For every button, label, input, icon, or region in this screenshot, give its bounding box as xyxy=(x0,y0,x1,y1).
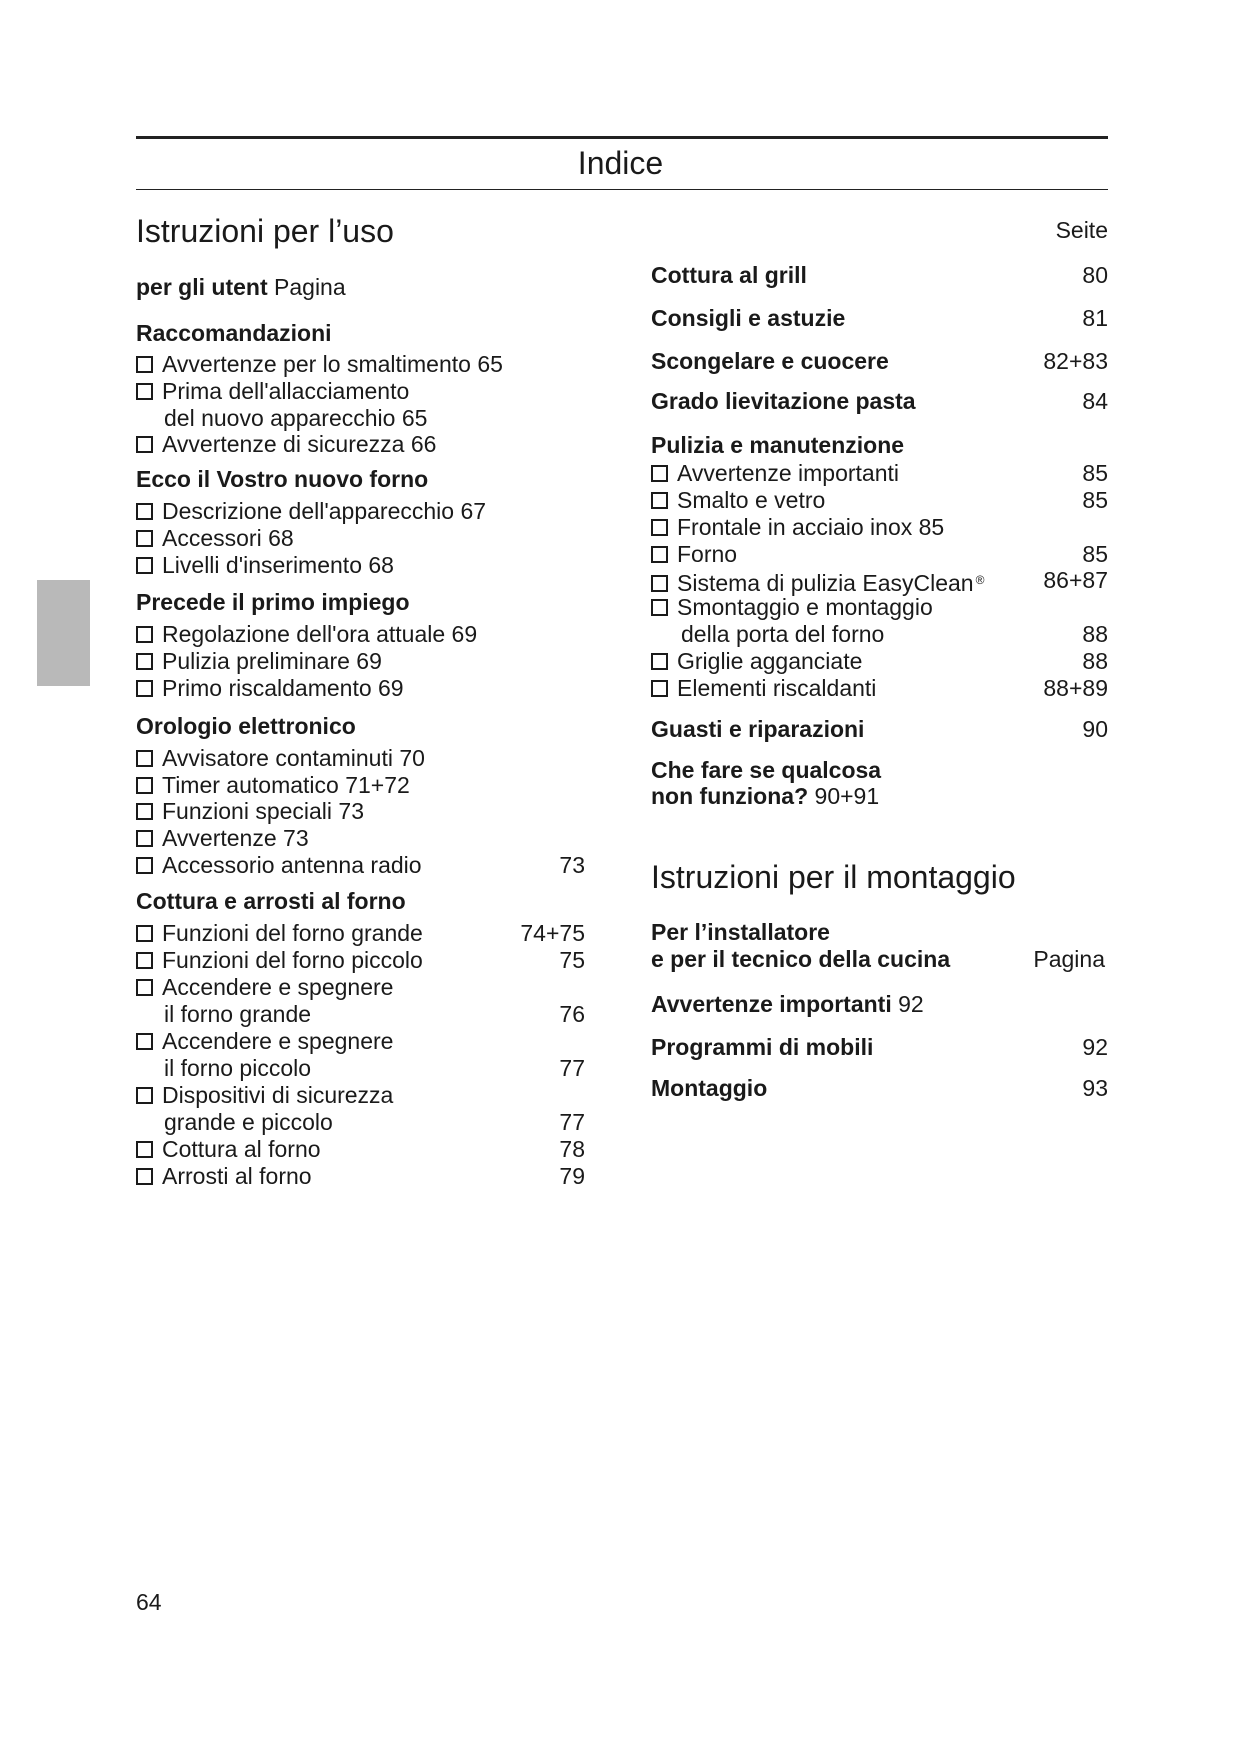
toc-item-continuation: della porta del forno xyxy=(681,621,885,647)
toc-page-number: 73 xyxy=(559,852,585,878)
toc-heading-entry[interactable]: Montaggio xyxy=(651,1075,768,1101)
toc-item[interactable] xyxy=(651,567,984,597)
toc-item-continuation: del nuovo apparecchio 65 xyxy=(164,405,428,431)
toc-item[interactable] xyxy=(136,852,422,879)
toc-item-text: Avvertenze importanti xyxy=(677,460,900,486)
toc-item[interactable] xyxy=(136,1163,312,1190)
checkbox-icon xyxy=(136,530,153,547)
section-tab-marker xyxy=(37,580,90,686)
checkbox-icon xyxy=(651,492,668,509)
toc-item[interactable] xyxy=(136,947,423,974)
section-heading: Pulizia e manutenzione xyxy=(651,432,905,458)
checkbox-icon xyxy=(651,575,668,592)
toc-item-text: Pulizia preliminare 69 xyxy=(162,648,382,674)
toc-item[interactable] xyxy=(651,487,825,514)
help-title-bold: non funziona? xyxy=(651,783,809,809)
toc-page-number: 85 xyxy=(1082,460,1108,486)
section-heading: Ecco il Vostro nuovo forno xyxy=(136,466,429,492)
section-heading: Orologio elettronico xyxy=(136,713,356,739)
checkbox-icon xyxy=(136,925,153,942)
toc-item-text: Prima dell'allacciamento xyxy=(162,378,410,404)
assembly-audience-line2: e per il tecnico della cucina xyxy=(651,946,951,972)
checkbox-icon xyxy=(651,519,668,536)
toc-item[interactable] xyxy=(651,648,862,675)
toc-item-continuation: grande e piccolo xyxy=(164,1109,333,1135)
checkbox-icon xyxy=(136,626,153,643)
toc-item[interactable] xyxy=(651,514,944,541)
toc-page-number: 84 xyxy=(1082,388,1108,414)
toc-item[interactable] xyxy=(136,920,423,947)
toc-item[interactable] xyxy=(136,798,364,825)
section-heading: Raccomandazioni xyxy=(136,320,332,346)
toc-item[interactable] xyxy=(136,525,294,552)
assembly-audience-line1: Per l’installatore xyxy=(651,919,830,945)
header-title: Indice xyxy=(577,145,664,181)
toc-page-number: 75 xyxy=(559,947,585,973)
left-title: Istruzioni per l’uso xyxy=(136,213,394,249)
toc-item-text: Forno xyxy=(677,541,738,567)
toc-heading-entry[interactable]: Scongelare e cuocere xyxy=(651,348,889,374)
toc-item-text: Funzioni del forno grande xyxy=(162,920,423,946)
toc-item[interactable] xyxy=(136,772,410,799)
toc-heading-entry-line2[interactable] xyxy=(651,783,879,810)
toc-item-continuation: il forno piccolo xyxy=(164,1055,312,1081)
assembly-title: Istruzioni per il montaggio xyxy=(651,859,1016,895)
toc-page-number: 93 xyxy=(1082,1075,1108,1101)
toc-item-text: Accessorio antenna radio xyxy=(162,852,422,878)
toc-page-number: 77 xyxy=(559,1055,585,1081)
toc-item-text: Avvisatore contaminuti 70 xyxy=(162,745,425,771)
checkbox-icon xyxy=(136,803,153,820)
toc-page-number: 74+75 xyxy=(520,920,585,946)
toc-page-number: 85 xyxy=(1082,487,1108,513)
checkbox-icon xyxy=(651,546,668,563)
toc-page-number: 76 xyxy=(559,1001,585,1027)
toc-page-number: 88 xyxy=(1082,648,1108,674)
checkbox-icon xyxy=(136,383,153,400)
toc-item[interactable] xyxy=(136,378,409,405)
toc-page-number: 80 xyxy=(1082,262,1108,288)
section-heading: Precede il primo impiego xyxy=(136,589,410,615)
left-audience-label: Pagina xyxy=(274,274,346,300)
page-column-label: Seite xyxy=(1055,217,1108,243)
toc-item-text: Avvertenze per lo smaltimento 65 xyxy=(162,351,503,377)
toc-item-text: Griglie agganciate xyxy=(677,648,863,674)
checkbox-icon xyxy=(136,680,153,697)
page-column-label: Pagina xyxy=(1033,946,1105,972)
toc-item-text: Accendere e spegnere xyxy=(162,1028,394,1054)
toc-item-text: Descrizione dell'apparecchio 67 xyxy=(162,498,487,524)
checkbox-icon xyxy=(651,465,668,482)
toc-heading-entry[interactable]: Cottura al grill xyxy=(651,262,807,288)
toc-item-text: Dispositivi di sicurezza xyxy=(162,1082,394,1108)
toc-item[interactable] xyxy=(136,648,382,675)
checkbox-icon xyxy=(136,356,153,373)
toc-item[interactable] xyxy=(136,825,309,852)
toc-page-number: 90 xyxy=(1082,716,1108,742)
registered-mark: ® xyxy=(975,573,985,587)
toc-heading-text: Avvertenze importanti xyxy=(651,991,892,1017)
toc-item[interactable] xyxy=(136,1082,393,1109)
toc-item[interactable] xyxy=(651,460,899,487)
checkbox-icon xyxy=(136,653,153,670)
toc-page-number: 92 xyxy=(1082,1034,1108,1060)
toc-item[interactable] xyxy=(136,974,393,1001)
toc-heading-page: 92 xyxy=(898,991,924,1017)
toc-item-text: Accessori 68 xyxy=(162,525,294,551)
toc-item-text: Cottura al forno xyxy=(162,1136,321,1162)
toc-item-text: Funzioni speciali 73 xyxy=(162,798,365,824)
header-rule-top xyxy=(136,136,1108,139)
checkbox-icon xyxy=(136,1168,153,1185)
toc-page-number: 88+89 xyxy=(1043,675,1108,701)
checkbox-icon xyxy=(136,750,153,767)
toc-heading-entry[interactable]: Che fare se qualcosa xyxy=(651,757,882,783)
toc-item[interactable] xyxy=(136,552,394,579)
toc-page-number: 79 xyxy=(559,1163,585,1189)
toc-item-text: Arrosti al forno xyxy=(162,1163,312,1189)
left-audience xyxy=(136,274,346,301)
toc-item-text: Regolazione dell'ora attuale 69 xyxy=(162,621,478,647)
toc-item[interactable] xyxy=(136,621,477,648)
checkbox-icon xyxy=(136,830,153,847)
toc-item-text: Funzioni del forno piccolo xyxy=(162,947,423,973)
toc-page-number: 85 xyxy=(1082,541,1108,567)
toc-page-number: 88 xyxy=(1082,621,1108,647)
toc-item-text: Frontale in acciaio inox 85 xyxy=(677,514,945,540)
section-heading: Cottura e arrosti al forno xyxy=(136,888,406,914)
checkbox-icon xyxy=(651,653,668,670)
toc-item[interactable] xyxy=(136,498,486,525)
toc-item-text: Elementi riscaldanti xyxy=(677,675,877,701)
toc-heading-entry[interactable]: Consigli e astuzie xyxy=(651,305,846,331)
toc-item-text: Smontaggio e montaggio xyxy=(677,594,933,620)
toc-page-number: 78 xyxy=(559,1136,585,1162)
toc-item-text: Smalto e vetro xyxy=(677,487,826,513)
help-pages: 90+91 xyxy=(814,783,880,809)
footer-page-number: 64 xyxy=(136,1589,162,1615)
checkbox-icon xyxy=(136,1087,153,1104)
toc-item-text: Avvertenze 73 xyxy=(162,825,309,851)
toc-item[interactable] xyxy=(651,675,876,702)
checkbox-icon xyxy=(136,952,153,969)
toc-item[interactable] xyxy=(651,541,737,568)
toc-item-text: Primo riscaldamento 69 xyxy=(162,675,404,701)
toc-item-text: Livelli d'inserimento 68 xyxy=(162,552,394,578)
toc-item[interactable] xyxy=(136,1136,321,1163)
toc-heading-entry[interactable]: Programmi di mobili xyxy=(651,1034,874,1060)
toc-item[interactable] xyxy=(136,431,436,458)
checkbox-icon xyxy=(136,503,153,520)
toc-item[interactable] xyxy=(136,745,425,772)
checkbox-icon xyxy=(136,557,153,574)
checkbox-icon xyxy=(136,1141,153,1158)
checkbox-icon xyxy=(136,1033,153,1050)
toc-heading-entry[interactable] xyxy=(651,991,924,1018)
checkbox-icon xyxy=(136,777,153,794)
toc-item-text: Timer automatico 71+72 xyxy=(162,772,410,798)
toc-item-text: Accendere e spegnere xyxy=(162,974,394,1000)
toc-page-number: 77 xyxy=(559,1109,585,1135)
checkbox-icon xyxy=(136,436,153,453)
left-audience-bold: per gli utent xyxy=(136,274,268,300)
toc-page-number: 86+87 xyxy=(1043,567,1108,593)
toc-item[interactable] xyxy=(651,594,933,621)
toc-heading-entry[interactable]: Guasti e riparazioni xyxy=(651,716,865,742)
toc-page-number: 82+83 xyxy=(1043,348,1108,374)
toc-item-text: Avvertenze di sicurezza 66 xyxy=(162,431,437,457)
toc-item-text: Sistema di pulizia EasyClean xyxy=(677,570,974,596)
toc-item[interactable] xyxy=(136,675,404,702)
checkbox-icon xyxy=(136,979,153,996)
checkbox-icon xyxy=(651,680,668,697)
toc-item[interactable] xyxy=(136,1028,393,1055)
checkbox-icon xyxy=(651,599,668,616)
toc-heading-entry[interactable]: Grado lievitazione pasta xyxy=(651,388,916,414)
checkbox-icon xyxy=(136,857,153,874)
toc-item-continuation: il forno grande xyxy=(164,1001,312,1027)
header-rule-bottom xyxy=(136,189,1108,190)
toc-page-number: 81 xyxy=(1082,305,1108,331)
toc-item[interactable] xyxy=(136,351,503,378)
